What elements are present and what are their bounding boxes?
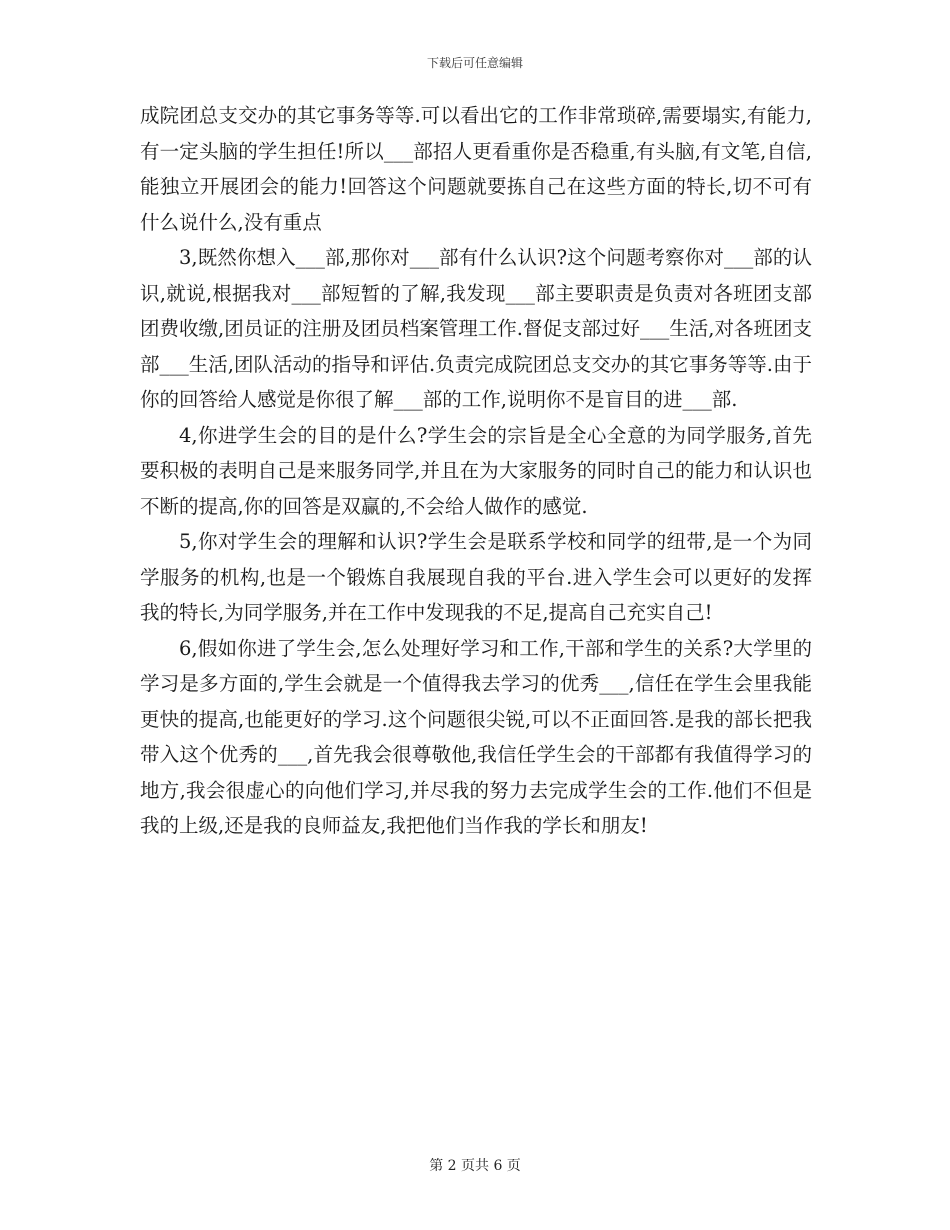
paragraph-question-3: 3,既然你想入___部,那你对___部有什么认识?这个问题考察你对___部的认识,就说,根据我对___部短暂的了解,我发现___部主要职责是负责对各班团支部团费收缴,团员证的注册及团员档案管理工作.督促支部过好___生活,对各班团支部___生活,团队活动的指导和评估.负责完成院团总支交办的其它事务等等.由于你的回答给人感觉是你很了解___部的工作,说明你不是盲目的进___部. [140, 246, 812, 411]
paragraph-continuation: 成院团总支交办的其它事务等等.可以看出它的工作非常琐碎,需要塌实,有能力,有一定头脑的学生担任!所以___部招人更看重你是否稳重,有头脑,有文笔,自信,能独立开展团会的能力!回答这个问题就要拣自己在这些方面的特长,切不可有什么说什么,没有重点 [140, 104, 812, 234]
paragraph-question-5: 5,你对学生会的理解和认识?学生会是联系学校和同学的纽带,是一个为同学服务的机构,也是一个锻炼自我展现自我的平台.进入学生会可以更好的发挥我的特长,为同学服务,并在工作中发现我的不足,提高自己充实自己! [140, 530, 812, 624]
page-header: 下载后可任意编辑 [426, 56, 523, 70]
paragraph-question-4: 4,你进学生会的目的是什么?学生会的宗旨是全心全意的为同学服务,首先要积极的表明自己是来服务同学,并且在为大家服务的同时自己的能力和认识也不断的提高,你的回答是双赢的,不会给人做作的感觉. [140, 423, 812, 518]
paragraph-question-6: 6,假如你进了学生会,怎么处理好学习和工作,干部和学生的关系?大学里的学习是多方面的,学生会就是一个值得我去学习的优秀___,信任在学生会里我能更快的提高,也能更好的学习.这个问题很尖锐,可以不正面回答.是我的部长把我带入这个优秀的___,首先我会很尊敬他,我信任学生会的干部都有我值得学习的地方,我会很虚心的向他们学习,并尽我的努力去完成学生会的工作.他们不但是我的上级,还是我的良师益友,我把他们当作我的学长和朋友! [140, 636, 812, 837]
page-number: 第 2 页共 6 页 [429, 1158, 521, 1174]
document-body [140, 98, 812, 844]
